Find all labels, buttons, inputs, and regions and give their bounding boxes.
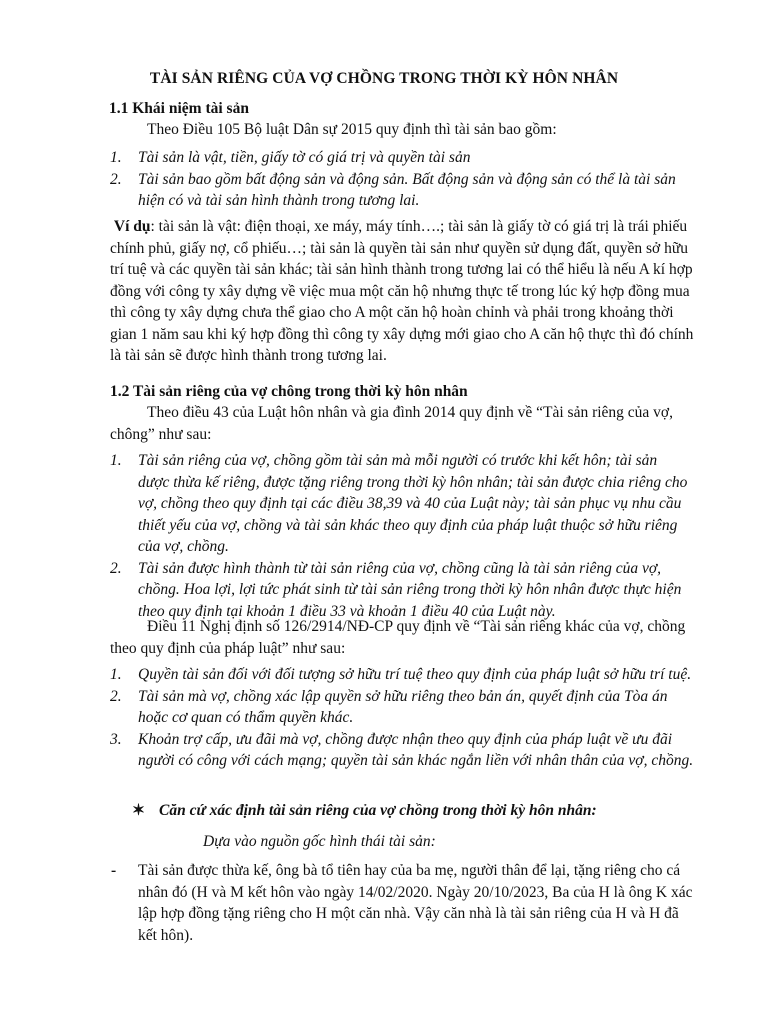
- list-item-text: Quyền tài sản đối với đối tượng sở hữu trí tuệ theo quy định của pháp luật sở hữu trí tuệ.: [138, 666, 692, 683]
- basis-heading-line: [132, 800, 712, 822]
- dash-bullet: -: [111, 862, 117, 879]
- star-bullet-icon: ✶: [132, 802, 145, 819]
- list-number: 2.: [110, 559, 122, 577]
- example-text: : tài sản là vật: điện thoại, xe máy, máy tính….; tài sản là giấy tờ có giá trị là trái phiếu chính phủ, giấy nợ, cổ phiếu…; tài sản là quyền tài sản như quyền sử dụng đất, quyền sở hữu trí tuệ và các quyền tài sản khác; tài sản hình thành trong tương lai có thể hiểu là nếu A kí hợp đồng với công ty xây dựng về việc mua một căn hộ nhưng thực tế trong lúc ký hợp đồng mua thì công ty xây dựng chưa thể giao cho A một căn hộ hoàn chỉnh và phải trong khoảng thời gian 1 năm sau khi ký hợp đồng thì công ty xây dựng mới giao cho A căn hộ thực thì đó chính là tài sản sẽ được hình thành trong tương lai.: [110, 218, 694, 364]
- section-1-1-intro: Theo Điều 105 Bộ luật Dân sự 2015 quy định thì tài sản bao gồm:: [147, 121, 557, 138]
- list-item-text: Tài sản bao gồm bất động sản và động sản. Bất động sản và động sản có thể là tài sản hiện có và tài sản hình thành trong tương lai.: [138, 170, 676, 209]
- list-item: [110, 729, 695, 772]
- list-item-text: Khoản trợ cấp, ưu đãi mà vợ, chồng được nhận theo quy định của pháp luật về ưu đãi người có công với cách mạng; quyền tài sản khác ngắn liền với nhân thân của vợ, chồng.: [138, 730, 694, 769]
- list-item-text: Tài sản được hình thành từ tài sản riêng của vợ, chồng cũng là tài sản riêng của vợ, chồng. Hoa lợi, lợi tức phát sinh từ tài sản riêng trong thời kỳ hôn nhân được thực hiện theo quy định tại khoản 1 điều 33 và khoản 1 điều 40 của Luật này.: [138, 559, 682, 620]
- list-item-text: Tài sản là vật, tiền, giấy tờ có giá trị và quyền tài sản: [138, 149, 471, 166]
- example-label: Ví dụ: [113, 218, 151, 235]
- section-1-1-heading: 1.1 Khái niệm tài sản: [109, 100, 249, 117]
- list-item-text: Tài sản riêng của vợ, chồng gồm tài sản mà mỗi người có trước khi kết hôn; tài sản dược thừa kế riêng, được tặng riêng trong thời kỳ hôn nhân; tài sản được chia riêng cho vợ, chồng theo quy định tại các điều 38,39 và 40 của Luật này; tài sản phục vụ nhu cầu thiết yếu của vợ, chồng và tài sản khác theo quy định của pháp luật thuộc sở hữu riêng của vợ, chồng.: [138, 452, 688, 555]
- list-number: 1.: [110, 452, 122, 469]
- section-1-2-heading: 1.2 Tài sản riêng của vợ chông trong thời kỳ hôn nhân: [110, 383, 468, 400]
- article-43-list: [110, 450, 690, 622]
- list-number: 1.: [110, 666, 122, 683]
- list-number: 2.: [110, 687, 122, 705]
- list-number: 3.: [110, 730, 122, 748]
- example-paragraph: [110, 216, 695, 367]
- list-number: 1.: [110, 149, 122, 166]
- dash-item-text: Tài sản được thừa kế, ông bà tổ tiên hay của ba mẹ, người thân để lại, tặng riêng cho cá nhân đó (H và M kết hôn vào ngày 14/02/2020. Ngày 20/10/2023, Ba của H là ông K xác lập hợp đồng tặng riêng cho H một căn nhà. Vậy căn nhà là tài sản riêng của H và H đã kết hôn).: [138, 862, 693, 944]
- section-1-2-intro: Theo điều 43 của Luật hôn nhân và gia đình 2014 quy định về “Tài sản riêng của vợ, chông” như sau:: [110, 404, 674, 443]
- list-item: [110, 147, 695, 169]
- asset-definition-list: [110, 147, 695, 212]
- list-item: [110, 558, 690, 623]
- decree-intro: Điều 11 Nghị định số 126/2914/NĐ-CP quy định về “Tài sản riêng khác của vợ, chồng theo quy định của pháp luật” như sau:: [110, 618, 686, 657]
- list-item: [110, 686, 695, 729]
- list-item-text: Tài sản mà vợ, chồng xác lập quyền sở hữu riêng theo bản án, quyết định của Tòa án hoặc cơ quan có thẩm quyền khác.: [138, 687, 668, 726]
- basis-heading: Căn cứ xác định tài sản riêng của vợ chồng trong thời kỳ hôn nhân:: [159, 802, 597, 819]
- list-item: [110, 169, 695, 212]
- decree-11-list: [110, 664, 695, 772]
- document-title: TÀI SẢN RIÊNG CỦA VỢ CHỒNG TRONG THỜI KỲ HÔN NHÂN: [149, 70, 619, 87]
- origin-line: Dựa vào nguồn gốc hình thái tài sản:: [203, 833, 436, 850]
- dash-list-item: [111, 860, 693, 946]
- list-number: 2.: [110, 170, 122, 188]
- list-item: [110, 450, 690, 558]
- list-item: [110, 664, 695, 686]
